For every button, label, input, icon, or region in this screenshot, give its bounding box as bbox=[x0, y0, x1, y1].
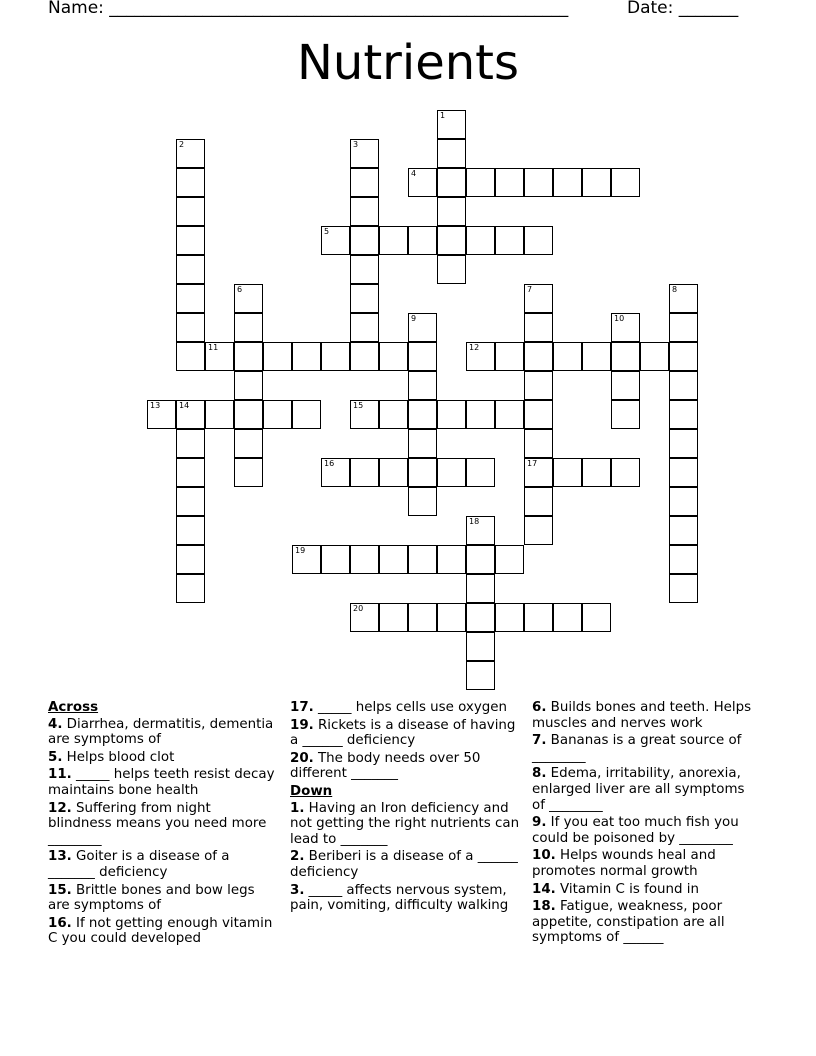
grid-cell[interactable] bbox=[408, 168, 437, 197]
clue-text: Builds bones and teeth. Helps muscles and nerves work bbox=[532, 700, 752, 731]
grid-cell[interactable] bbox=[176, 429, 205, 458]
grid-cell[interactable] bbox=[408, 545, 437, 574]
grid-cell[interactable] bbox=[524, 400, 553, 429]
grid-cell[interactable] bbox=[176, 197, 205, 226]
clue-number: 5. bbox=[48, 749, 63, 765]
grid-cell[interactable] bbox=[524, 487, 553, 516]
grid-cell[interactable] bbox=[176, 226, 205, 255]
grid-cell[interactable] bbox=[176, 255, 205, 284]
grid-cell[interactable] bbox=[466, 516, 495, 545]
grid-cell[interactable] bbox=[611, 168, 640, 197]
grid-cell[interactable] bbox=[553, 342, 582, 371]
grid-cell[interactable] bbox=[379, 545, 408, 574]
clue-text: Fatigue, weakness, poor appetite, constipation are all symptoms of ______ bbox=[532, 899, 725, 946]
cell-number: 13 bbox=[150, 401, 161, 410]
cell-number: 5 bbox=[324, 227, 330, 236]
grid-cell[interactable] bbox=[234, 371, 263, 400]
cell-number: 19 bbox=[295, 546, 306, 555]
grid-cell[interactable] bbox=[350, 284, 379, 313]
grid-cell[interactable] bbox=[611, 400, 640, 429]
grid-cell[interactable] bbox=[669, 284, 698, 313]
grid-cell[interactable] bbox=[408, 429, 437, 458]
clue-number: 16. bbox=[48, 915, 72, 931]
grid-cell[interactable] bbox=[350, 168, 379, 197]
clue-number: 18. bbox=[532, 899, 556, 915]
grid-cell[interactable] bbox=[234, 400, 263, 429]
grid-cell[interactable] bbox=[379, 342, 408, 371]
down-clue-6 bbox=[532, 700, 758, 731]
grid-cell[interactable] bbox=[495, 226, 524, 255]
grid-cell[interactable] bbox=[437, 603, 466, 632]
clue-text: The body needs over 50 different _______ bbox=[290, 750, 481, 782]
grid-cell[interactable] bbox=[466, 168, 495, 197]
down-clue-18 bbox=[532, 899, 758, 946]
grid-cell[interactable] bbox=[524, 429, 553, 458]
grid-cell[interactable] bbox=[350, 545, 379, 574]
clue-number: 20. bbox=[290, 750, 314, 766]
grid-cell[interactable] bbox=[176, 313, 205, 342]
clue-text: Brittle bones and bow legs are symptoms of bbox=[48, 882, 255, 914]
across-clue-5 bbox=[48, 750, 276, 766]
grid-cell[interactable] bbox=[321, 545, 350, 574]
grid-cell[interactable] bbox=[611, 371, 640, 400]
grid-cell[interactable] bbox=[263, 342, 292, 371]
grid-cell[interactable] bbox=[669, 574, 698, 603]
grid-cell[interactable] bbox=[437, 545, 466, 574]
clue-text: _____ helps teeth resist decay maintains bone health bbox=[48, 767, 275, 798]
grid-cell[interactable] bbox=[176, 400, 205, 429]
clue-column-3 bbox=[532, 700, 758, 948]
grid-cell[interactable] bbox=[524, 603, 553, 632]
grid-cell[interactable] bbox=[437, 110, 466, 139]
grid-cell[interactable] bbox=[350, 342, 379, 371]
down-clue-3 bbox=[290, 883, 526, 914]
down-heading: Down bbox=[290, 783, 333, 799]
grid-cell[interactable] bbox=[408, 371, 437, 400]
clue-text: Bananas is a great source of ________ bbox=[532, 733, 742, 764]
cell-number: 1 bbox=[440, 111, 446, 120]
clue-number: 10. bbox=[532, 848, 556, 864]
grid-cell[interactable] bbox=[524, 284, 553, 313]
grid-cell[interactable] bbox=[379, 458, 408, 487]
clue-text: _____ affects nervous system, pain, vomiting, difficulty walking bbox=[290, 882, 509, 914]
down-clue-9 bbox=[532, 815, 758, 846]
grid-cell[interactable] bbox=[495, 400, 524, 429]
down-clue-14 bbox=[532, 882, 758, 898]
grid-cell[interactable] bbox=[176, 545, 205, 574]
grid-cell[interactable] bbox=[437, 197, 466, 226]
clue-text: Diarrhea, dermatitis, dementia are symptoms of bbox=[48, 716, 274, 748]
across-heading: Across bbox=[48, 700, 99, 715]
cell-number: 7 bbox=[527, 285, 533, 294]
grid-cell[interactable] bbox=[176, 342, 205, 371]
cell-number: 6 bbox=[237, 285, 243, 294]
down-clue-10 bbox=[532, 848, 758, 879]
grid-cell[interactable] bbox=[205, 400, 234, 429]
grid-cell[interactable] bbox=[524, 371, 553, 400]
grid-cell[interactable] bbox=[176, 168, 205, 197]
across-clue-12 bbox=[48, 801, 276, 848]
grid-cell[interactable] bbox=[495, 342, 524, 371]
clue-number: 12. bbox=[48, 800, 72, 816]
grid-cell[interactable] bbox=[234, 458, 263, 487]
grid-cell[interactable] bbox=[524, 313, 553, 342]
grid-cell[interactable] bbox=[495, 603, 524, 632]
grid-cell[interactable] bbox=[437, 458, 466, 487]
cell-number: 18 bbox=[469, 517, 480, 526]
grid-cell[interactable] bbox=[524, 342, 553, 371]
grid-cell[interactable] bbox=[379, 603, 408, 632]
clue-number: 19. bbox=[290, 717, 314, 733]
grid-cell[interactable] bbox=[234, 429, 263, 458]
across-clue-4 bbox=[48, 717, 276, 748]
clue-text: If you eat too much fish you could be poisoned by ________ bbox=[532, 815, 739, 846]
clue-text: Edema, irritability, anorexia, enlarged liver are all symptoms of ________ bbox=[532, 766, 745, 813]
cell-number: 17 bbox=[527, 459, 538, 468]
across-clue-20 bbox=[290, 751, 526, 782]
grid-cell[interactable] bbox=[524, 458, 553, 487]
grid-cell[interactable] bbox=[147, 400, 176, 429]
cell-number: 8 bbox=[672, 285, 678, 294]
across-clue-11 bbox=[48, 767, 276, 798]
grid-cell[interactable] bbox=[437, 400, 466, 429]
cell-number: 12 bbox=[469, 343, 480, 352]
clue-number: 11. bbox=[48, 767, 72, 783]
clue-text: Having an Iron deficiency and not getting the right nutrients can lead to _______ bbox=[290, 800, 520, 847]
clue-number: 14. bbox=[532, 881, 556, 897]
clue-number: 17. bbox=[290, 700, 314, 715]
grid-cell[interactable] bbox=[669, 516, 698, 545]
across-clue-16 bbox=[48, 916, 276, 947]
grid-cell[interactable] bbox=[234, 284, 263, 313]
grid-cell[interactable] bbox=[176, 516, 205, 545]
grid-cell[interactable] bbox=[553, 458, 582, 487]
grid-cell[interactable] bbox=[553, 168, 582, 197]
cell-number: 11 bbox=[208, 343, 219, 352]
grid-cell[interactable] bbox=[176, 574, 205, 603]
grid-cell[interactable] bbox=[350, 255, 379, 284]
grid-cell[interactable] bbox=[669, 342, 698, 371]
grid-cell[interactable] bbox=[466, 226, 495, 255]
grid-cell[interactable] bbox=[408, 603, 437, 632]
grid-cell[interactable] bbox=[234, 342, 263, 371]
grid-cell[interactable] bbox=[669, 400, 698, 429]
grid-cell[interactable] bbox=[553, 603, 582, 632]
clues-section bbox=[0, 700, 816, 960]
cell-number: 3 bbox=[353, 140, 359, 149]
down-clue-2 bbox=[290, 849, 526, 880]
grid-cell[interactable] bbox=[466, 661, 495, 690]
grid-cell[interactable] bbox=[437, 168, 466, 197]
clue-text: Goiter is a disease of a _______ deficiency bbox=[48, 849, 230, 880]
grid-cell[interactable] bbox=[379, 226, 408, 255]
cell-number: 4 bbox=[411, 169, 417, 178]
grid-cell[interactable] bbox=[524, 516, 553, 545]
grid-cell[interactable] bbox=[350, 313, 379, 342]
grid-cell[interactable] bbox=[350, 197, 379, 226]
grid-cell[interactable] bbox=[669, 545, 698, 574]
grid-cell[interactable] bbox=[524, 168, 553, 197]
name-field[interactable]: Name: ______________________________________________________ bbox=[48, 0, 569, 18]
grid-cell[interactable] bbox=[582, 168, 611, 197]
grid-cell[interactable] bbox=[408, 487, 437, 516]
grid-cell[interactable] bbox=[408, 400, 437, 429]
clue-text: Suffering from night blindness means you need more ________ bbox=[48, 800, 267, 847]
grid-cell[interactable] bbox=[379, 400, 408, 429]
clue-number: 6. bbox=[532, 700, 547, 715]
clue-number: 7. bbox=[532, 733, 547, 749]
clue-number: 9. bbox=[532, 815, 547, 831]
grid-cell[interactable] bbox=[263, 400, 292, 429]
clue-number: 2. bbox=[290, 849, 305, 865]
down-clue-1 bbox=[290, 801, 526, 848]
clue-number: 15. bbox=[48, 882, 72, 898]
cell-number: 15 bbox=[353, 401, 364, 410]
clue-text: Beriberi is a disease of a ______ deficiency bbox=[290, 849, 518, 880]
grid-cell[interactable] bbox=[669, 371, 698, 400]
clue-number: 4. bbox=[48, 716, 63, 732]
grid-cell[interactable] bbox=[611, 458, 640, 487]
grid-cell[interactable] bbox=[408, 313, 437, 342]
grid-cell[interactable] bbox=[611, 342, 640, 371]
grid-cell[interactable] bbox=[292, 342, 321, 371]
across-clue-19 bbox=[290, 718, 526, 749]
grid-cell[interactable] bbox=[321, 226, 350, 255]
clue-number: 8. bbox=[532, 766, 547, 782]
grid-cell[interactable] bbox=[408, 226, 437, 255]
grid-cell[interactable] bbox=[669, 487, 698, 516]
clue-column-2 bbox=[290, 700, 526, 916]
grid-cell[interactable] bbox=[466, 574, 495, 603]
across-clue-17 bbox=[290, 700, 526, 716]
grid-cell[interactable] bbox=[205, 342, 234, 371]
cell-number: 20 bbox=[353, 604, 364, 613]
cell-number: 10 bbox=[614, 314, 625, 323]
clue-text: Helps wounds heal and promotes normal growth bbox=[532, 848, 716, 879]
clue-text: Vitamin C is found in bbox=[560, 881, 699, 897]
cell-number: 2 bbox=[179, 140, 185, 149]
grid-cell[interactable] bbox=[582, 342, 611, 371]
grid-cell[interactable] bbox=[350, 139, 379, 168]
grid-cell[interactable] bbox=[640, 342, 669, 371]
grid-cell[interactable] bbox=[437, 255, 466, 284]
grid-cell[interactable] bbox=[611, 313, 640, 342]
grid-cell[interactable] bbox=[176, 487, 205, 516]
grid-cell[interactable] bbox=[466, 603, 495, 632]
grid-cell[interactable] bbox=[234, 313, 263, 342]
grid-cell[interactable] bbox=[350, 458, 379, 487]
across-clue-15 bbox=[48, 883, 276, 914]
grid-cell[interactable] bbox=[408, 458, 437, 487]
grid-cell[interactable] bbox=[495, 545, 524, 574]
clue-number: 13. bbox=[48, 849, 72, 865]
cell-number: 9 bbox=[411, 314, 417, 323]
clue-number: 3. bbox=[290, 882, 305, 898]
cell-number: 14 bbox=[179, 401, 190, 410]
grid-cell[interactable] bbox=[495, 168, 524, 197]
grid-cell[interactable] bbox=[292, 545, 321, 574]
grid-cell[interactable] bbox=[176, 458, 205, 487]
grid-cell[interactable] bbox=[350, 400, 379, 429]
grid-cell[interactable] bbox=[669, 313, 698, 342]
page-title: Nutrients bbox=[297, 35, 519, 91]
grid-cell[interactable] bbox=[350, 603, 379, 632]
grid-cell[interactable] bbox=[582, 603, 611, 632]
grid-cell[interactable] bbox=[176, 139, 205, 168]
grid-cell[interactable] bbox=[466, 545, 495, 574]
down-clue-7 bbox=[532, 733, 758, 764]
grid-cell[interactable] bbox=[582, 458, 611, 487]
cell-number: 16 bbox=[324, 459, 335, 468]
grid-cell[interactable] bbox=[437, 139, 466, 168]
date-field[interactable]: Date: _______ bbox=[627, 0, 739, 18]
grid-cell[interactable] bbox=[350, 226, 379, 255]
grid-cell[interactable] bbox=[321, 458, 350, 487]
clue-text: If not getting enough vitamin C you could developed bbox=[48, 915, 273, 947]
grid-cell[interactable] bbox=[466, 400, 495, 429]
grid-cell[interactable] bbox=[466, 342, 495, 371]
clue-text: Rickets is a disease of having a ______ deficiency bbox=[290, 717, 516, 749]
grid-cell[interactable] bbox=[176, 284, 205, 313]
grid-cell[interactable] bbox=[437, 226, 466, 255]
clue-number: 1. bbox=[290, 800, 305, 816]
clue-text: _____ helps cells use oxygen bbox=[318, 700, 507, 715]
grid-cell[interactable] bbox=[466, 458, 495, 487]
grid-cell[interactable] bbox=[669, 429, 698, 458]
down-clue-8 bbox=[532, 766, 758, 813]
grid-cell[interactable] bbox=[524, 226, 553, 255]
grid-cell[interactable] bbox=[292, 400, 321, 429]
clue-column-1 bbox=[48, 700, 276, 949]
clue-text: Helps blood clot bbox=[66, 749, 175, 765]
across-clue-13 bbox=[48, 849, 276, 880]
grid-cell[interactable] bbox=[466, 632, 495, 661]
grid-cell[interactable] bbox=[408, 342, 437, 371]
grid-cell[interactable] bbox=[321, 342, 350, 371]
grid-cell[interactable] bbox=[669, 458, 698, 487]
